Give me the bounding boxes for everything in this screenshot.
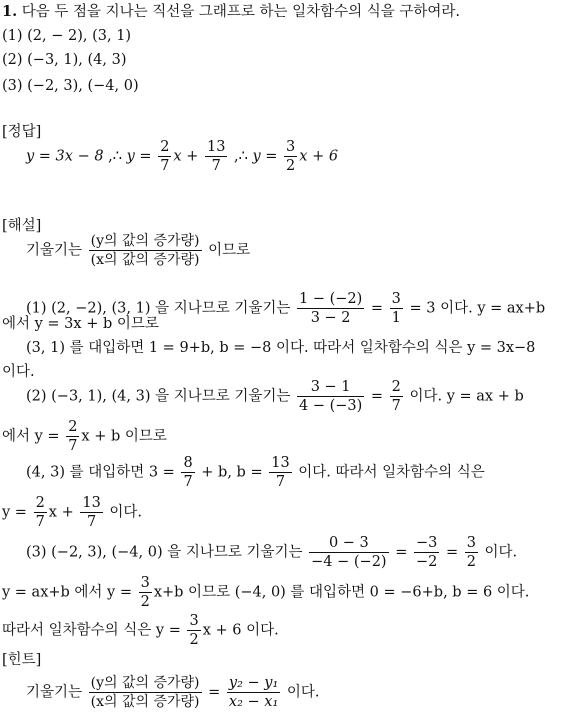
problem-item-3: (3) (−2, 3), (−4, 0) [2,78,139,94]
case-1-line-3: (3, 1) 를 대입하면 1 = 9+b, b = −8 이다. 따라서 일차함수의 식은 y = 3x−8 [26,340,536,356]
problem-statement [2,2,460,22]
hint-heading: [힌트] [2,652,42,668]
case-1-fraction-2: $\frac{3}{1}$ [391,291,401,326]
case-2-fraction-2: $\frac{2}{7}$ [391,379,401,414]
answer-separator: ,∴ [108,148,123,165]
case-3-line-2: y = ax+b 에서 y = $\frac{3}{2}$ x+b 이므로 (−4, 0) 를 대입하면 0 = −6+b, b = 6 이다. [2,575,530,610]
answer-separator-2: ,∴ [234,148,248,165]
case-1-line-2: 에서 y = 3x + b 이므로 [2,316,159,332]
answer-heading: [정답] [2,124,42,140]
case-3-fraction-3: $\frac{3}{2}$ [466,535,476,570]
case-2-fraction-5: $\frac{13}{7}$ [271,455,290,490]
case-2-line-4: y = $\frac{2}{7}$ x + $\frac{13}{7}$ 이다. [2,495,143,530]
case-1-fraction-1: $\frac{1 - (-2)}{3 - 2}$ [298,291,363,326]
answer-3-post: x + 6 [299,148,339,165]
answer-line [26,138,338,175]
case-3-fraction-4: $\frac{3}{2}$ [140,575,150,610]
case-1-line-1: (1) (2, −2), (3, 1) 을 지나므로 기울기는 $\frac{1 - (-2)}{3 - 2}$ = $\frac{3}{1}$ = 3 이다. y = ax+b [26,291,546,326]
case-2-fraction-6: $\frac{2}{7}$ [35,495,45,530]
case-2-fraction-4: $\frac{8}{7}$ [183,455,193,490]
problem-item-1: (1) (2, − 2), (3, 1) [2,28,132,44]
answer-1: y = 3x − 8 [26,148,104,165]
case-3-fraction-2: $\frac{-3}{-2}$ [415,535,438,570]
case-2-line-1: (2) (−3, 1), (4, 3) 을 지나므로 기울기는 $\frac{3 - 1}{4 - (-3)}$ = $\frac{2}{7}$ 이다. y = ax + b [26,379,524,414]
case-3-line-1: (3) (−2, 3), (−4, 0) 을 지나므로 기울기는 $\frac{0 - 3}{-4 - (-2)}$ = $\frac{-3}{-2}$ = $\frac{3}{2}$ 이다. [26,535,518,570]
explanation-heading: [해설] [2,218,42,234]
case-3-line-3: 따라서 일차함수의 식은 y = $\frac{3}{2}$ x + 6 이다. [2,613,279,648]
case-2-line-3: (4, 3) 를 대입하면 3 = $\frac{8}{7}$ + b, b = $\frac{13}{7}$ 이다. 따라서 일차함수의 식은 [26,455,485,490]
case-2-fraction-1: $\frac{3 - 1}{4 - (-3)}$ [298,379,363,414]
answer-3-prefix: y = [252,148,278,165]
case-1-line-4: 이다. [2,364,35,380]
problem-item-2: (2) (−3, 1), (4, 3) [2,52,127,68]
hint-fraction-1: $\frac{\text{(y의 값의 증가량)}}{\text{(x의 값의 증가량)}}$ [90,675,200,710]
answer-2-fraction-1: $\frac{2}{7}$ [160,139,170,174]
problem-text: 다음 두 점을 지나는 직선을 그래프로 하는 일차함수의 식을 구하여라. [21,4,461,20]
problem-number: 1. [2,3,18,20]
case-3-fraction-5: $\frac{3}{2}$ [189,613,199,648]
answer-2-mid: x + [173,148,199,165]
hint-fraction-2: $\frac{\text{y₂ − y₁}}{\text{x₂ − x₁}}$ [228,675,279,710]
answer-2-fraction-2: $\frac{13}{7}$ [206,139,226,174]
case-3-fraction-1: $\frac{0 - 3}{-4 - (-2)}$ [311,535,387,570]
slope-definition: 기울기는 $\frac{\text{(y의 값의 증가량)}}{\text{(x의 값의 증가량)}}$ 이므로 [26,233,251,268]
answer-2-prefix: y = [126,148,152,165]
hint-line: 기울기는 $\frac{\text{(y의 값의 증가량)}}{\text{(x의 값의 증가량)}}$ = $\frac{\text{y₂ − y₁}}{\text{x₂ − x₁}}$ 이다. [26,675,320,710]
case-2-line-2: 에서 y = $\frac{2}{7}$ x + b 이므로 [2,419,167,454]
case-2-fraction-7: $\frac{13}{7}$ [82,495,101,530]
slope-fraction: $\frac{\text{(y의 값의 증가량)}}{\text{(x의 값의 증가량)}}$ [90,233,200,268]
answer-3-fraction: $\frac{3}{2}$ [286,139,296,174]
case-2-fraction-3: $\frac{2}{7}$ [68,419,78,454]
